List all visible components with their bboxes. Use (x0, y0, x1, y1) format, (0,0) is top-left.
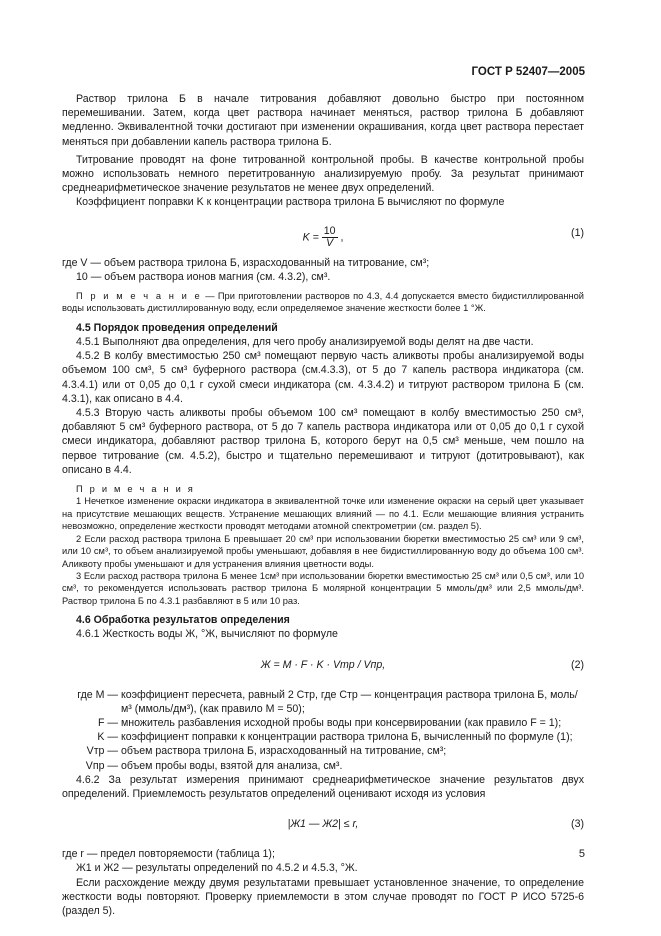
where-line: Ж1 и Ж2 — результаты определений по 4.5.2 и 4.5.3, °Ж. (76, 862, 358, 875)
note-item: 3 Если расход раствора трилона Б менее 1см³ при использовании бюретки вместимостью 25 см³ или 0,5 см³, или 10 см³, то рекомендуется использовать раствор трилона Б молярной концентрации 5 ммоль/дм³ или 2,5 ммоль/дм³. Раствор трилона Б по 4.3.1 разбавляют в 5 или 10 раз. (62, 570, 584, 606)
where-line: 10 — объем раствора ионов магния (см. 4.3.2), см³. (76, 270, 331, 283)
formula-lhs: K = (302, 230, 319, 243)
section-title: 4.6 Обработка результатов определения (76, 614, 290, 627)
note-label: П р и м е ч а н и е (76, 291, 202, 302)
where-line: где r — предел повторяемости (таблица 1); (62, 848, 275, 861)
note-item: 2 Если расход раствора трилона Б превышает 20 см³ при использовании бюретки вместимостью 25 см³ или 9 см³, или 10 см³, то объем анализируемой пробы уменьшают, добавляя в нее бидистиллированную воду до объема 100 см³. Аликвоту пробы уменьшают и для устранения влияния цветности воды. (62, 533, 584, 569)
definition-symbol: K — (97, 731, 118, 744)
formula-expression: Ж = M · F · K · Vтр / Vпр, (260, 658, 386, 671)
definition-row (62, 688, 584, 716)
paragraph: 4.5.1 Выполняют два определения, для чего пробу анализируемой воды делят на две части. (76, 336, 534, 349)
definition-symbol: где M — (77, 688, 118, 701)
paragraph: 4.6.2 За результат измерения принимают среднеарифметическое значение результатов двух определений. Приемлемость результатов определений оценивают исходя из условия (62, 773, 584, 800)
definition-row (62, 744, 584, 758)
page-number: 5 (578, 848, 585, 860)
formula-number: (1) (571, 226, 584, 239)
definition-symbol: Vпр — (85, 759, 118, 772)
note-item: 1 Нечеткое изменение окраски индикатора в эквивалентной точке или изменение окраски на серый цвет указывает на присутствие мешающих веществ. Устранение мешающих влияний — по 4.1. Если мешающие влияния устранить невозможно, определение жесткости проводят методами атомной спектрометрии (см. раздел 5). (62, 496, 584, 532)
paragraph: 4.5.2 В колбу вместимостью 250 см³ помещают первую часть аликвоты пробы анализируемой воды объемом 100 см³, 5 см³ буферного раствора (см.4.3.3), от 5 до 7 капель раствора индикатора (см. 4.3.4.1) или от 0,05 до 0,1 г сухой смеси индикатора (см. 4.3.4.2) и титруют раствором трилона Б (см. 4.3.1), как описано в 4.4. (62, 350, 584, 405)
formula-2 (62, 654, 584, 678)
definition-row (62, 716, 584, 730)
note (62, 290, 584, 315)
fraction (322, 226, 338, 249)
standard-header: ГОСТ Р 52407—2005 (471, 66, 585, 78)
definition-text: объем пробы воды, взятой для анализа, см³. (121, 759, 343, 772)
paragraph: Раствор трилона Б в начале титрования добавляют довольно быстро при постоянном перемешивании. Затем, когда цвет раствора начинает меняться, раствор трилона Б добавляют медленно. Эквивалентной точки достигают при изменении окрашивания, когда цвет раствора перестает меняться при добавлении капель раствора трилона Б. (62, 93, 584, 148)
section-title: 4.5 Порядок проведения определений (76, 321, 278, 334)
paragraph: Титрование проводят на фоне титрованной контрольной пробы. В качестве контрольной пробы можно использовать немного перетитрованную анализируемую пробу. За результат принимают среднеарифметическое значение результатов не менее двух определений. (62, 153, 584, 195)
paragraph: 4.5.3 Вторую часть аликвоты пробы объемом 100 см³ помещают в колбу вместимостью 250 см³, добавляют 5 см³ буферного раствора, от 5 до 7 капель раствора индикатора или от 0,05 до 0,1 г сухой смеси индикатора, добавляют раствор трилона Б, которого берут на 0,5 см³ меньше, чем пошло на первое титрование (см. 4.5.2), быстро и тщательно перемешивают и титруют (дотитровывают), как описано в 4.4. (62, 407, 584, 476)
formula-1 (62, 222, 584, 249)
definition-text: множитель разбавления исходной пробы воды при консервировании (как правило F = 1); (121, 716, 562, 729)
formula-number: (2) (571, 658, 584, 671)
formula-number: (3) (571, 818, 584, 831)
formula-tail: , (340, 230, 344, 243)
formula-3 (62, 813, 584, 837)
formula-expression: |Ж1 — Ж2| ≤ r, (287, 818, 359, 831)
definition-row (62, 730, 584, 744)
fraction-denominator: V (326, 236, 334, 249)
paragraph: 4.6.1 Жесткость воды Ж, °Ж, вычисляют по формуле (76, 628, 338, 641)
notes-label: П р и м е ч а н и я (76, 484, 196, 495)
note-text: — При приготовлении растворов по 4.3, 4.4 допускается вместо бидистиллированной воды использовать дистиллированную воду, если определяемое значение жесткости более 1 °Ж. (62, 291, 584, 314)
page-content (62, 92, 584, 918)
definition-text: коэффициент пересчета, равный 2 Cтр, где Cтр — концентрация раствора трилона Б, моль/м³ (ммоль/дм³), (как правило M = 50); (121, 688, 578, 715)
definition-text: коэффициент поправки к концентрации раствора трилона Б, вычисленный по формуле (1); (121, 731, 573, 744)
definition-symbol: F — (97, 716, 118, 729)
paragraph: Коэффициент поправки K к концентрации раствора трилона Б вычисляют по формуле (76, 196, 505, 209)
definition-symbol: Vтр — (86, 745, 118, 758)
paragraph: Если расхождение между двумя результатами превышает установленное значение, то определение жесткости воды повторяют. Проверку приемлемости в этом случае проводят по ГОСТ Р ИСО 5725-6 (раздел 5). (62, 876, 584, 917)
fraction-numerator: 10 (323, 224, 336, 237)
definition-row (62, 759, 584, 773)
definition-text: объем раствора трилона Б, израсходованный на титрование, см³; (121, 745, 447, 758)
where-line: где V — объем раствора трилона Б, израсходованный на титрование, см³; (62, 256, 430, 269)
